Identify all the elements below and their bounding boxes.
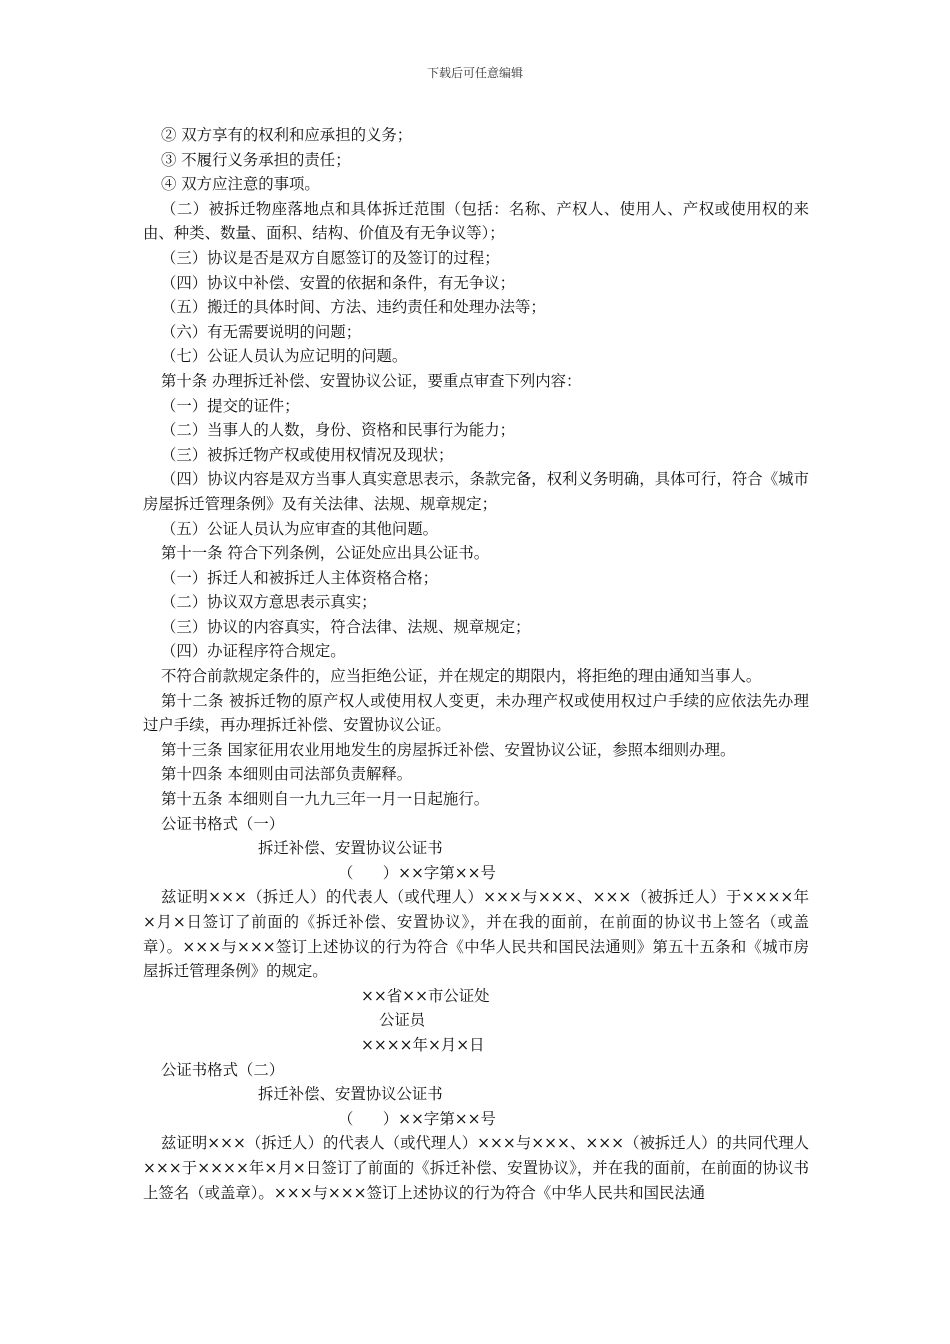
certificate-title: 拆迁补偿、安置协议公证书 [258, 1085, 443, 1104]
certificate-body: 兹证明×××（拆迁人）的代表人（或代理人）×××与×××、×××（被拆迁人）于××××年×月×日签订了前面的《拆迁补偿、安置协议》，并在我的面前，在前面的协议书上签名（或盖章）。×××与×××签订上述协议的行为符合《中华人民共和国民法通则》第五十五条和《城市房屋拆迁管理条例》的规定。 [143, 888, 809, 981]
certificate-title: 拆迁补偿、安置协议公证书 [258, 839, 443, 858]
list-item: （五）搬迁的具体时间、方法、违约责任和处理办法等； [161, 298, 546, 317]
certificate-date: ××××年×月×日 [361, 1035, 485, 1054]
format-label: 公证书格式（一） [161, 814, 285, 833]
list-item: ④ 双方应注意的事项。 [161, 175, 320, 194]
list-item: （一）拆迁人和被拆迁人主体资格合格； [161, 568, 439, 587]
certificate-number: （ ）××字第××号 [338, 863, 496, 882]
format-label: 公证书格式（二） [161, 1060, 285, 1079]
paragraph: 第十二条 被拆迁物的原产权人或使用权人变更，未办理产权或使用权过户手续的应依法先办理过户手续，再办理拆迁补偿、安置协议公证。 [143, 691, 809, 735]
paragraph: （四）协议内容是双方当事人真实意思表示，条款完备，权利义务明确，具体可行，符合《城市房屋拆迁管理条例》及有关法律、法规、规章规定； [143, 470, 809, 513]
certificate-number: （ ）××字第××号 [338, 1109, 496, 1128]
article-heading: 第十条 办理拆迁补偿、安置协议公证，要重点审查下列内容： [161, 371, 582, 390]
article-heading: 第十四条 本细则由司法部负责解释。 [161, 765, 413, 784]
list-item: ③ 不履行义务承担的责任； [161, 150, 351, 169]
list-item: （三）协议是否是双方自愿签订的及签订的过程； [161, 248, 500, 267]
list-item: （六）有无需要说明的问题； [161, 322, 362, 341]
list-item: （三）协议的内容真实，符合法律、法规、规章规定； [161, 617, 531, 636]
certificate-body: 兹证明×××（拆迁人）的代表人（或代理人）×××与×××、×××（被拆迁人）的共同代理人×××于××××年×月×日签订了前面的《拆迁补偿、安置协议》，并在我的面前，在前面的协议书上签名（或盖章）。×××与×××签订上述协议的行为符合《中华人民共和国民法通 [143, 1134, 809, 1202]
list-item: （五）公证人员认为应审查的其他问题。 [161, 519, 439, 538]
list-item: （三）被拆迁物产权或使用权情况及现状； [161, 445, 454, 464]
article-heading: 第十五条 本细则自一九九三年一月一日起施行。 [161, 790, 490, 809]
article-heading: 第十三条 国家征用农业用地发生的房屋拆迁补偿、安置协议公证，参照本细则办理。 [161, 740, 736, 759]
list-item: ② 双方享有的权利和应承担的义务； [161, 126, 413, 144]
list-item: （七）公证人员认为应记明的问题。 [161, 347, 408, 366]
paragraph: 不符合前款规定条件的，应当拒绝公证，并在规定的期限内，将拒绝的理由通知当事人。 [161, 667, 762, 686]
article-heading: 第十一条 符合下列条例，公证处应出具公证书。 [161, 544, 490, 563]
list-item: （四）办证程序符合规定。 [161, 642, 346, 661]
notary-office: ××省××市公证处 [361, 986, 490, 1005]
list-item: （四）协议中补偿、安置的依据和条件，有无争议； [161, 273, 515, 292]
list-item: （二）当事人的人数，身份、资格和民事行为能力； [161, 421, 515, 440]
notary-label: 公证员 [379, 1011, 426, 1030]
list-item: （一）提交的证件； [161, 396, 300, 415]
paragraph: （二）被拆迁物座落地点和具体拆迁范围（包括：名称、产权人、使用人、产权或使用权的来由、种类、数量、面积、结构、价值及有无争议等）； [143, 199, 809, 243]
document-body [143, 123, 809, 1205]
page-header: 下载后可任意编辑 [426, 66, 523, 80]
list-item: （二）协议双方意思表示真实； [161, 593, 377, 612]
